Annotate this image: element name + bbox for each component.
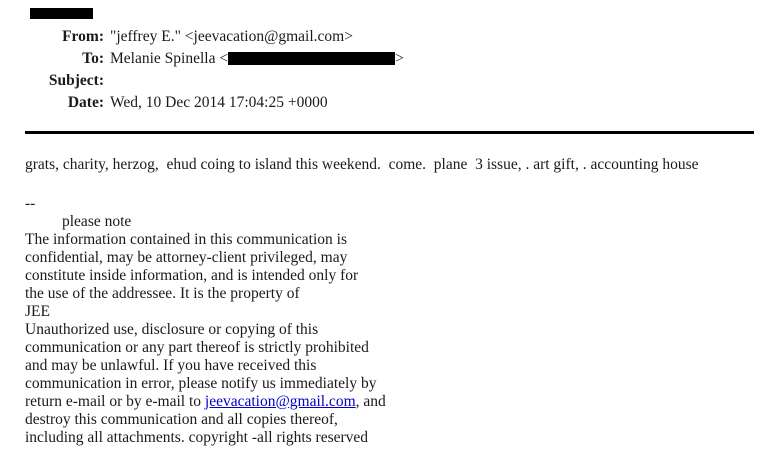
signature-block — [25, 195, 760, 447]
disclaimer-line: confidential, may be attorney-client privileged, may — [25, 249, 348, 266]
link-line-suffix: , and — [355, 393, 386, 410]
subject-value — [104, 70, 781, 92]
message-text: grats, charity, herzog, ehud coing to island this weekend. come. plane 3 issue, . art gift, . accounting house — [25, 156, 699, 173]
signature-delimiter: -- — [25, 195, 36, 212]
to-value-close-bracket: > — [395, 50, 404, 67]
subject-label: Subject: — [48, 72, 104, 89]
disclaimer-line: communication or any part thereof is strictly prohibited — [25, 339, 369, 356]
disclaimer-line: and may be unlawful. If you have received this — [25, 357, 317, 374]
to-value — [104, 48, 781, 70]
redaction-bar-top — [30, 8, 93, 19]
from-label: From: — [62, 28, 104, 45]
disclaimer-line: The information contained in this communication is — [25, 231, 347, 248]
disclaimer-line: Unauthorized use, disclosure or copying of this — [25, 321, 319, 338]
disclaimer-line: destroy this communication and all copies thereof, — [25, 411, 338, 428]
to-label: To: — [82, 50, 104, 67]
disclaimer-link-line — [25, 393, 760, 411]
email-address-link[interactable]: jeevacation@gmail.com — [204, 393, 356, 410]
signature-note: please note — [62, 213, 132, 230]
email-header — [0, 26, 781, 114]
redaction-bar-to-address — [228, 52, 395, 65]
from-value: "jeffrey E." <jeevacation@gmail.com> — [110, 28, 353, 45]
disclaimer-line: including all attachments. copyright -all rights reserved — [25, 429, 369, 446]
date-value: Wed, 10 Dec 2014 17:04:25 +0000 — [110, 94, 328, 111]
header-divider-rule — [25, 131, 754, 134]
disclaimer-line: communication in error, please notify us immediately by — [25, 375, 377, 392]
link-line-prefix: return e-mail or by e-mail to — [25, 393, 205, 410]
disclaimer-line: the use of the addressee. It is the property of — [25, 285, 300, 302]
email-body — [25, 156, 760, 447]
to-value-name: Melanie Spinella < — [110, 50, 229, 67]
disclaimer-line: JEE — [25, 303, 50, 320]
disclaimer-line: constitute inside information, and is intended only for — [25, 267, 359, 284]
date-label: Date: — [67, 94, 104, 111]
